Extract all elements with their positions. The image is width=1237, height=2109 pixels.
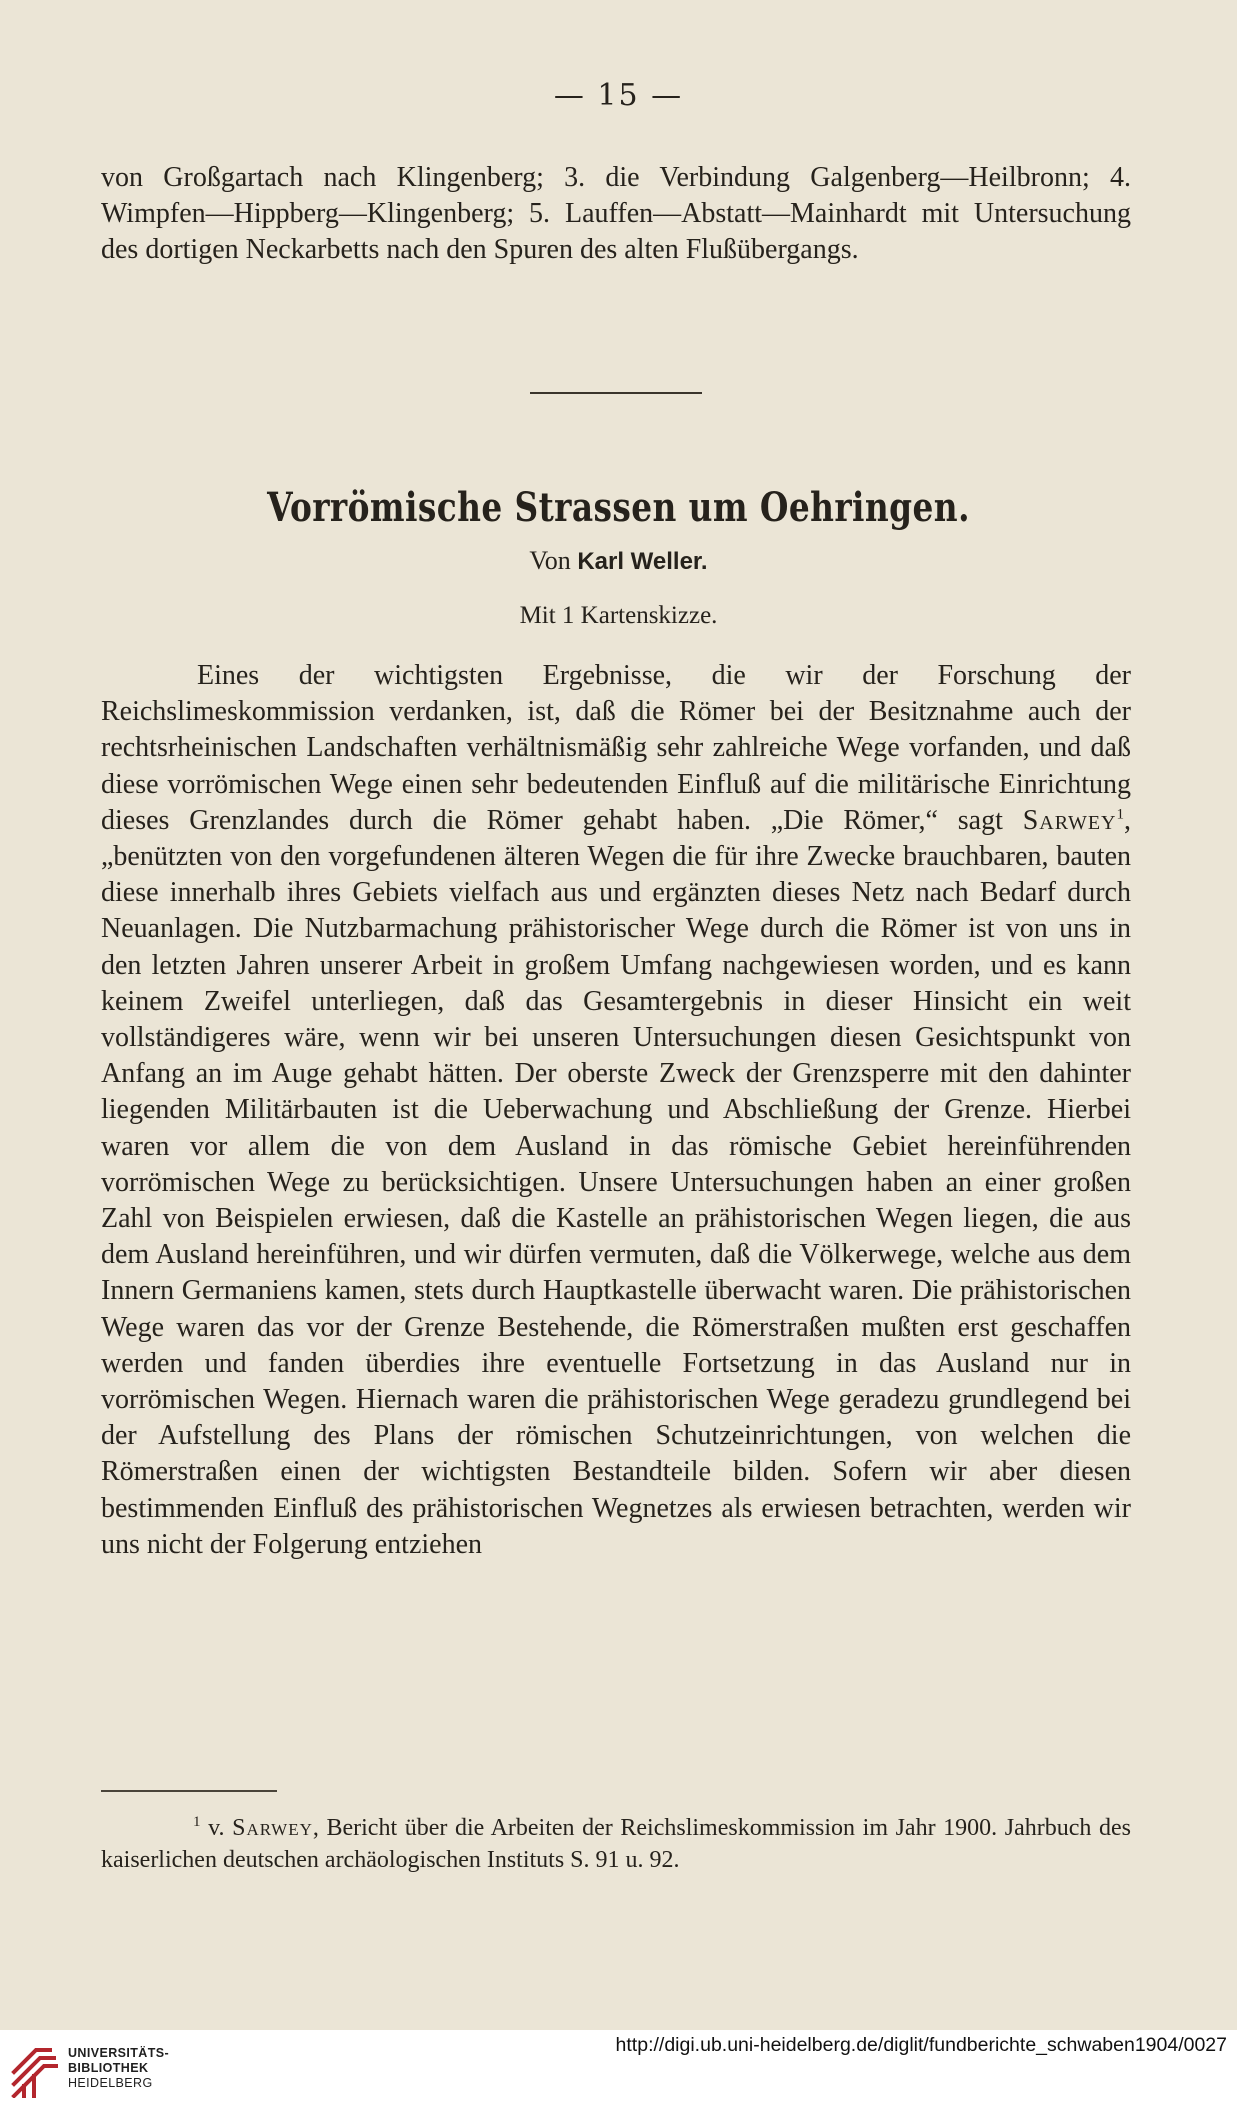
footnote-divider [101, 1790, 277, 1792]
intro-paragraph [101, 160, 1131, 269]
author-name: Karl Weller. [577, 548, 708, 575]
main-text [101, 658, 1131, 1563]
main-text-part1: Eines der wichtigsten Ergebnisse, die wir der Forschung der Reichslimeskommission verdanken, ist, daß die Römer bei der Besitznahme auch der rechtsrheinischen Landschaften verhältnismäßig sehr zahlreiche Wege vorfanden, und daß diese vorrömischen Wege einen sehr bedeutenden Einfluß auf die militärische Einrichtung dieses Grenzlandes durch die Römer gehabt haben. „Die Römer,“ sagt [101, 660, 1131, 836]
intro-text: von Großgartach nach Klingenberg; 3. die Verbindung Galgenberg—Heilbronn; 4. Wimpfen—Hippberg—Klingenberg; 5. Lauffen—Abstatt—Mainhardt mit Untersuchung des dortigen Neckarbetts nach den Spuren des alten Flußübergangs. [101, 162, 1131, 266]
library-name-line2: BIBLIOTHEK [68, 2061, 149, 2075]
byline [0, 546, 1237, 576]
footnote-reference: 1 [1116, 806, 1124, 823]
footnote-text [101, 1812, 1131, 1876]
library-footer [0, 2030, 1237, 2109]
source-url[interactable]: http://digi.ub.uni-heidelberg.de/diglit/fundberichte_schwaben1904/0027 [615, 2034, 1227, 2056]
footnote-mark: 1 [193, 1814, 201, 1830]
footnote [101, 1812, 1131, 1876]
footnote-body: , Bericht über die Arbeiten der Reichslimeskommission im Jahr 1900. Jahrbuch des kaiserlichen deutschen archäologischen Instituts S. 91 u. 92. [101, 1815, 1131, 1873]
byline-prefix: Von [529, 546, 571, 575]
library-name-line1: UNIVERSITÄTS- [68, 2046, 170, 2060]
footnote-author: Sarwey [232, 1815, 313, 1841]
article-title: Vorrömische Strassen um Oehringen. [267, 484, 970, 531]
main-text-part2: , „benützten von den vorgefundenen älteren Wegen die für ihre Zwecke brauchbaren, bauten diese innerhalb ihres Gebiets vielfach aus und ergänzten dieses Netz nach Bedarf durch Neuanlagen. Die Nutzbarmachung prähistorischer Wege durch die Römer ist von uns in den letzten Jahren unserer Arbeit in großem Umfang nachgewiesen worden, und es kann keinem Zweifel unterliegen, daß das Gesamtergebnis in dieser Hinsicht ein weit vollständigeres wäre, wenn wir bei unseren Untersuchungen diesen Gesichtspunkt von Anfang an im Auge gehabt hätten. Der oberste Zweck der Grenzsperre mit den dahinter liegenden Militärbauten ist die Ueberwachung und Abschließung der Grenze. Hierbei waren vor allem die von dem Ausland in das römische Gebiet hereinführenden vorrömischen Wege zu berücksichtigen. Unsere Untersuchungen haben an einer großen Zahl von Beispielen erwiesen, daß die Kastelle an prähistorischen Wegen liegen, die aus dem Ausland hereinführen, und wir dürfen vermuten, daß die Völkerwege, welche aus dem Innern Germaniens kamen, stets durch Hauptkastelle überwacht waren. Die prähistorischen Wege waren das vor der Grenze Bestehende, die Römerstraßen mußten erst geschaffen werden und fanden überdies ihre eventuelle Fortsetzung in das Ausland nur in vorrömischen Wegen. Hiernach waren die prähistorischen Wege geradezu grundlegend bei der Aufstellung des Plans der römischen Schutzeinrichtungen, von welchen die Römerstraßen einen der wichtigsten Bestandteile bilden. Sofern wir aber diesen bestimmenden Einfluß des prähistorischen Wegnetzes als erwiesen betrachten, werden wir uns nicht der Folgerung entziehen [101, 804, 1131, 1560]
map-note: Mit 1 Kartenskizze. [519, 602, 718, 629]
library-name-line3: HEIDELBERG [68, 2076, 153, 2090]
cited-author: Sarwey [1022, 804, 1117, 836]
section-divider [530, 392, 702, 394]
library-logo-icon [10, 2042, 58, 2098]
page-number: — 15 — [553, 78, 684, 113]
main-paragraph [101, 658, 1131, 1563]
library-name [68, 2046, 169, 2091]
footnote-prefix: v. [200, 1815, 233, 1841]
